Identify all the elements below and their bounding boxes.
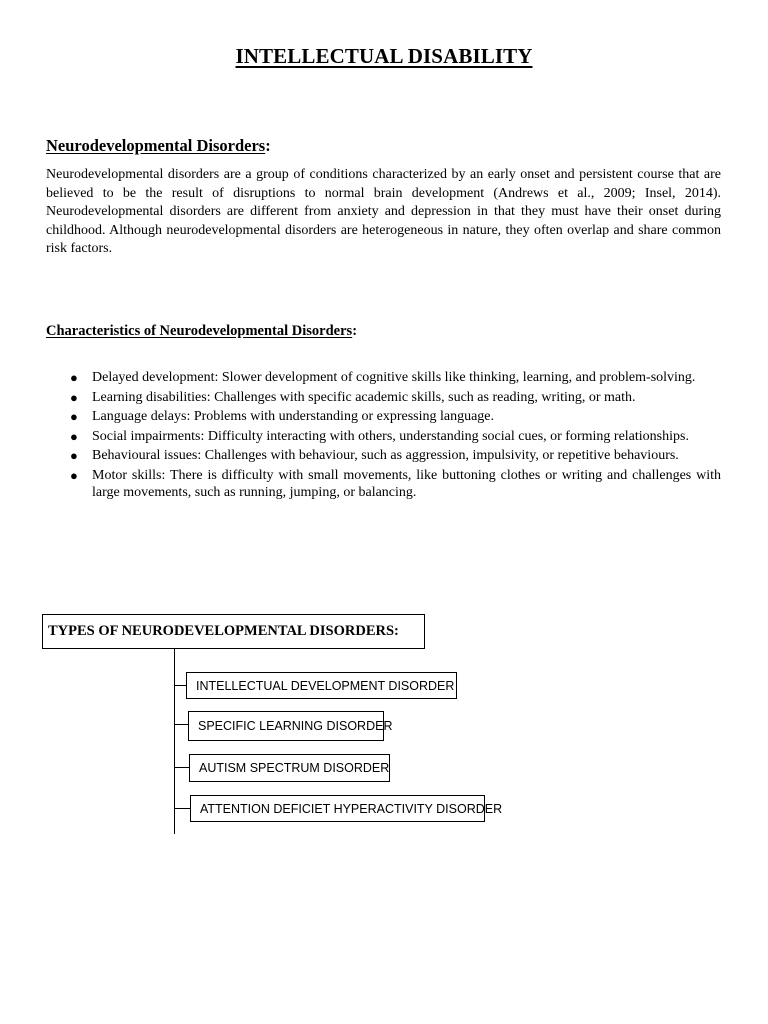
list-item-text: Social impairments: Difficulty interacting with others, understanding social cues, or forming relationships.	[92, 428, 689, 444]
bullet-icon: ●	[70, 428, 78, 444]
list-item-text: Delayed development: Slower development of cognitive skills like thinking, learning, and problem-solving.	[92, 370, 696, 385]
bullet-icon: ●	[70, 467, 78, 483]
diagram-trunk-line	[174, 649, 175, 834]
list-item-text: Learning disabilities: Challenges with specific academic skills, such as reading, writing, or math.	[92, 389, 636, 405]
bullet-icon: ●	[70, 370, 78, 385]
diagram-branch-line	[174, 724, 188, 725]
bullet-icon: ●	[70, 409, 78, 424]
bullet-icon: ●	[70, 448, 78, 463]
diagram-branch-line	[174, 685, 186, 686]
bullet-icon: ●	[70, 389, 78, 405]
document-title: INTELLECTUAL DISABILITY	[235, 44, 533, 68]
diagram-branch-line	[174, 767, 189, 768]
characteristics-list	[46, 369, 721, 504]
list-item	[46, 447, 721, 465]
list-item	[46, 408, 721, 426]
list-item	[46, 428, 721, 446]
list-item	[46, 369, 721, 387]
list-item-text: Language delays: Problems with understanding or expressing language.	[92, 409, 495, 424]
list-item-text: Motor skills: There is difficulty with small movements, like buttoning clothes or writing and challenges with large movements, such as running, jumping, or balancing.	[92, 467, 721, 500]
diagram-child-box-adhd: ATTENTION DEFICIET HYPERACTIVITY DISORDER	[190, 795, 485, 822]
characteristics-heading-text: Characteristics of Neurodevelopmental Disorders	[46, 323, 353, 339]
section-heading-text: Neurodevelopmental Disorders	[46, 136, 266, 155]
list-item-text: Behavioural issues: Challenges with behaviour, such as aggression, impulsivity, or repetitive behaviours.	[92, 448, 679, 463]
diagram-child-box-learning: SPECIFIC LEARNING DISORDER	[188, 711, 384, 741]
section-heading-neurodevelopmental	[46, 136, 271, 156]
characteristics-heading-colon: :	[352, 323, 358, 339]
diagram-child-box-autism: AUTISM SPECTRUM DISORDER	[189, 754, 390, 782]
diagram-child-box-intellectual: INTELLECTUAL DEVELOPMENT DISORDER	[186, 672, 457, 699]
diagram-root-box: TYPES OF NEURODEVELOPMENTAL DISORDERS:	[42, 614, 425, 649]
list-item	[46, 389, 721, 407]
diagram-branch-line	[174, 808, 190, 809]
list-item	[46, 467, 721, 502]
intro-paragraph: Neurodevelopmental disorders are a group of conditions characterized by an early onset and persistent course that are believed to be the result of disruptions to normal brain development (Andrews et al., 2009; Insel, 2014). Neurodevelopmental disorders are different from anxiety and depression in that they must have their onset during childhood. Although neurodevelopmental disorders are heterogeneous in nature, they often overlap and share common risk factors.	[46, 167, 721, 256]
section-heading-colon: :	[265, 136, 271, 155]
characteristics-heading	[46, 323, 357, 340]
